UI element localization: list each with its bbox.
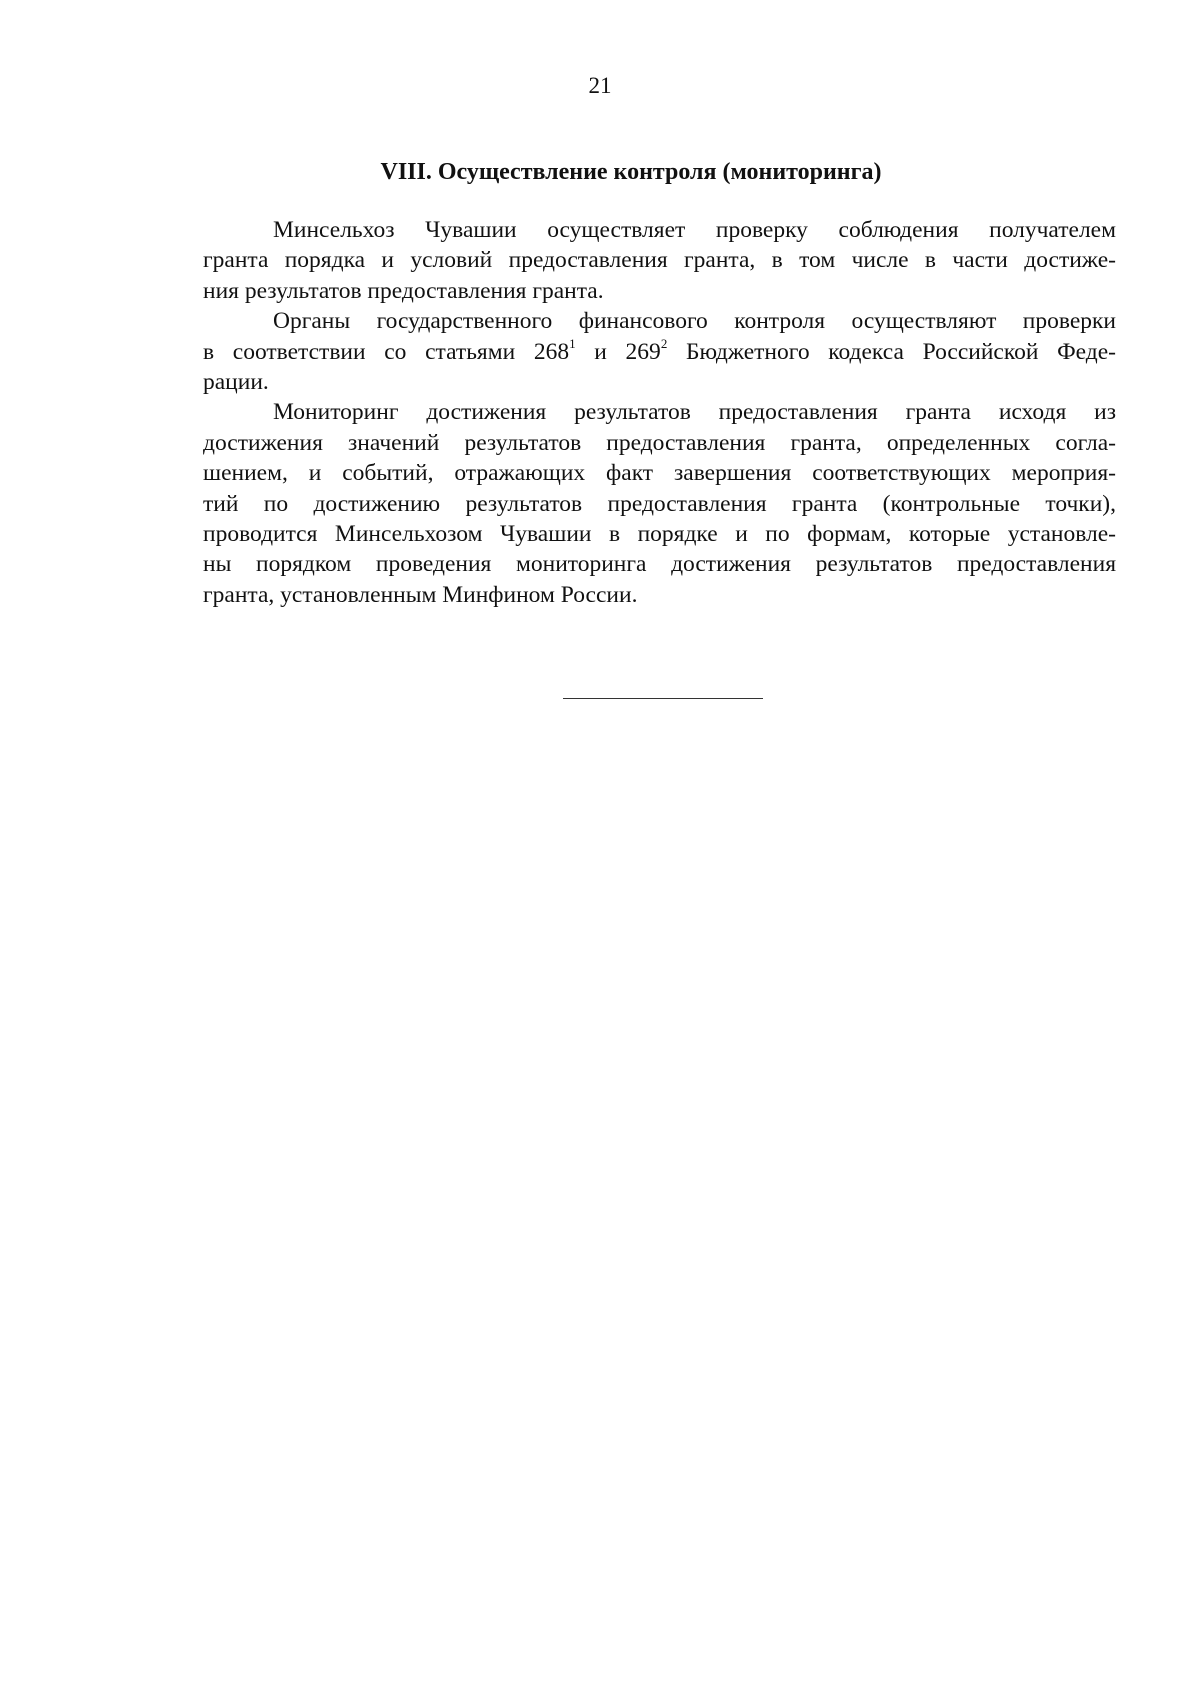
line-text: и 269: [575, 338, 661, 365]
paragraph-line: проводится Минсельхозом Чувашии в порядке и по формам, которые установле-: [203, 521, 1116, 548]
paragraph-line: достижения значений результатов предоставления гранта, определенных согла-: [203, 429, 1116, 456]
paragraph-line: Минсельхоз Чувашии осуществляет проверку соблюдения получателем: [273, 217, 1116, 243]
paragraph-line: шением, и событий, отражающих факт завершения соответствующих мероприя-: [203, 460, 1116, 487]
paragraph-line: гранта, установленным Минфином России.: [203, 581, 638, 608]
article-superscript: 1: [569, 335, 576, 351]
paragraph-line: Органы государственного финансового контроля осуществляют проверки: [273, 308, 1116, 335]
body-text: [203, 215, 1116, 610]
paragraph-line: Мониторинг достижения результатов предоставления гранта исходя из: [273, 399, 1116, 426]
paragraph-inspection: [203, 215, 1116, 306]
article-superscript: 2: [660, 335, 668, 351]
line-text: Бюджетного кодекса Российской Феде-: [667, 338, 1116, 365]
page-number: 21: [588, 73, 612, 98]
paragraph-line: тий по достижению результатов предоставления гранта (контрольные точки),: [203, 490, 1116, 517]
paragraph-line: ния результатов предоставления гранта.: [203, 277, 604, 304]
end-of-document-rule: [563, 698, 763, 699]
paragraph-line: гранта порядка и условий предоставления гранта, в том числе в части достиже-: [203, 247, 1116, 274]
paragraph-monitoring: [203, 397, 1116, 610]
paragraph-line-with-references: [203, 337, 1116, 367]
paragraph-financial-control: [203, 306, 1116, 397]
section-title: VIII. Осуществление контроля (мониторинга): [380, 159, 882, 185]
paragraph-line: рации.: [203, 369, 269, 396]
paragraph-line: ны порядком проведения мониторинга достижения результатов предоставления: [203, 551, 1116, 578]
line-text: в соответствии со статьями 268: [203, 338, 570, 365]
